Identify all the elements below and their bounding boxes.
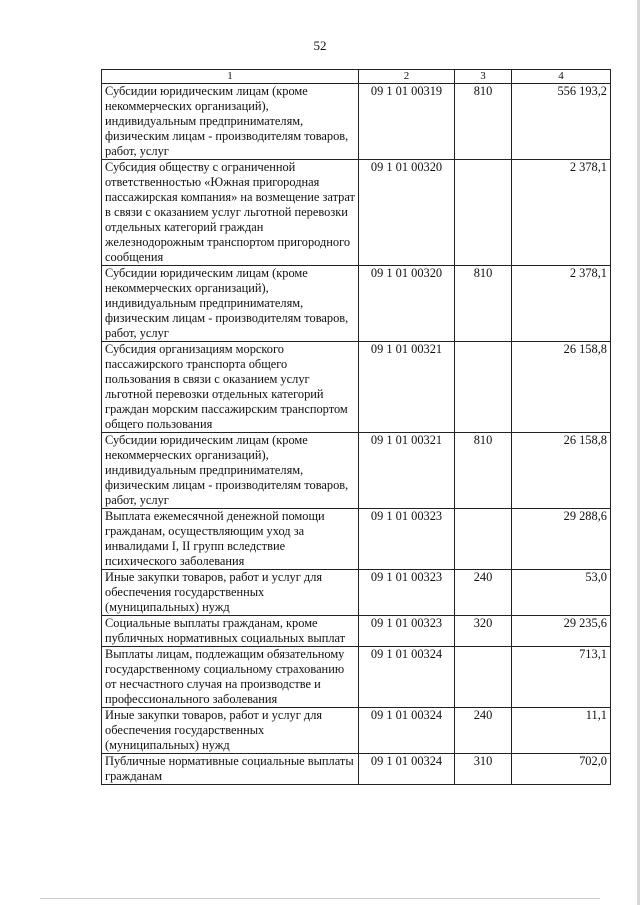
- table-row: [102, 266, 611, 342]
- row-amount-cell: 702,0: [512, 754, 611, 785]
- row-name-cell: Субсидии юридическим лицам (кроме некоммерческих организаций), индивидуальным предпринимателям, физическим лицам - производителям товаров, работ, услуг: [102, 84, 359, 160]
- row-name-cell: Иные закупки товаров, работ и услуг для обеспечения государственных (муниципальных) нужд: [102, 570, 359, 616]
- row-type-cell: 310: [455, 754, 512, 785]
- row-code-cell: 09 1 01 00324: [359, 754, 455, 785]
- table-row: [102, 160, 611, 266]
- column-header-2: 2: [359, 70, 455, 84]
- table-row: [102, 509, 611, 570]
- row-amount-cell: 556 193,2: [512, 84, 611, 160]
- row-amount-cell: 29 288,6: [512, 509, 611, 570]
- column-header-3: 3: [455, 70, 512, 84]
- row-amount-cell: 2 378,1: [512, 160, 611, 266]
- row-amount-cell: 29 235,6: [512, 616, 611, 647]
- row-type-cell: 810: [455, 266, 512, 342]
- row-amount-cell: 2 378,1: [512, 266, 611, 342]
- row-code-cell: 09 1 01 00321: [359, 342, 455, 433]
- row-amount-cell: 26 158,8: [512, 433, 611, 509]
- page-number: 52: [313, 38, 327, 53]
- row-code-cell: 09 1 01 00320: [359, 160, 455, 266]
- table-header-row: [102, 70, 611, 84]
- column-header-4: 4: [512, 70, 611, 84]
- row-name-cell: Выплаты лицам, подлежащим обязательному государственному социальному страхованию от несчастного случая на производстве и профессионального заболевания: [102, 647, 359, 708]
- row-type-cell: [455, 647, 512, 708]
- row-type-cell: 320: [455, 616, 512, 647]
- table-row: [102, 84, 611, 160]
- row-amount-cell: 53,0: [512, 570, 611, 616]
- row-code-cell: 09 1 01 00321: [359, 433, 455, 509]
- row-name-cell: Субсидии юридическим лицам (кроме некоммерческих организаций), индивидуальным предпринимателям, физическим лицам - производителям товаров, работ, услуг: [102, 266, 359, 342]
- row-name-cell: Иные закупки товаров, работ и услуг для обеспечения государственных (муниципальных) нужд: [102, 708, 359, 754]
- row-code-cell: 09 1 01 00323: [359, 509, 455, 570]
- table-row: [102, 342, 611, 433]
- row-type-cell: 810: [455, 84, 512, 160]
- row-name-cell: Субсидии юридическим лицам (кроме некоммерческих организаций), индивидуальным предпринимателям, физическим лицам - производителям товаров, работ, услуг: [102, 433, 359, 509]
- row-type-cell: 810: [455, 433, 512, 509]
- row-type-cell: 240: [455, 708, 512, 754]
- row-name-cell: Выплата ежемесячной денежной помощи гражданам, осуществляющим уход за инвалидами I, II групп вследствие психического заболевания: [102, 509, 359, 570]
- table-row: [102, 570, 611, 616]
- row-type-cell: [455, 160, 512, 266]
- column-header-1: 1: [102, 70, 359, 84]
- table-body: [102, 70, 611, 785]
- row-name-cell: Субсидия организациям морского пассажирского транспорта общего пользования в связи с оказанием услуг льготной перевозки отдельных категорий граждан морским пассажирским транспортом общего пользования: [102, 342, 359, 433]
- table-row: [102, 754, 611, 785]
- row-amount-cell: 713,1: [512, 647, 611, 708]
- row-code-cell: 09 1 01 00324: [359, 647, 455, 708]
- table-row: [102, 433, 611, 509]
- scan-edge-bottom: [40, 898, 600, 899]
- table-row: [102, 616, 611, 647]
- table-row: [102, 708, 611, 754]
- row-name-cell: Публичные нормативные социальные выплаты гражданам: [102, 754, 359, 785]
- row-code-cell: 09 1 01 00319: [359, 84, 455, 160]
- budget-table: [101, 69, 611, 785]
- table-row: [102, 647, 611, 708]
- row-code-cell: 09 1 01 00320: [359, 266, 455, 342]
- row-code-cell: 09 1 01 00323: [359, 570, 455, 616]
- row-amount-cell: 11,1: [512, 708, 611, 754]
- row-amount-cell: 26 158,8: [512, 342, 611, 433]
- row-name-cell: Социальные выплаты гражданам, кроме публичных нормативных социальных выплат: [102, 616, 359, 647]
- row-type-cell: 240: [455, 570, 512, 616]
- row-name-cell: Субсидия обществу с ограниченной ответственностью «Южная пригородная пассажирская компания» на возмещение затрат в связи с оказанием услуг льготной перевозки отдельных категорий граждан железнодорожным транспортом пригородного сообщения: [102, 160, 359, 266]
- row-type-cell: [455, 509, 512, 570]
- row-type-cell: [455, 342, 512, 433]
- row-code-cell: 09 1 01 00324: [359, 708, 455, 754]
- row-code-cell: 09 1 01 00323: [359, 616, 455, 647]
